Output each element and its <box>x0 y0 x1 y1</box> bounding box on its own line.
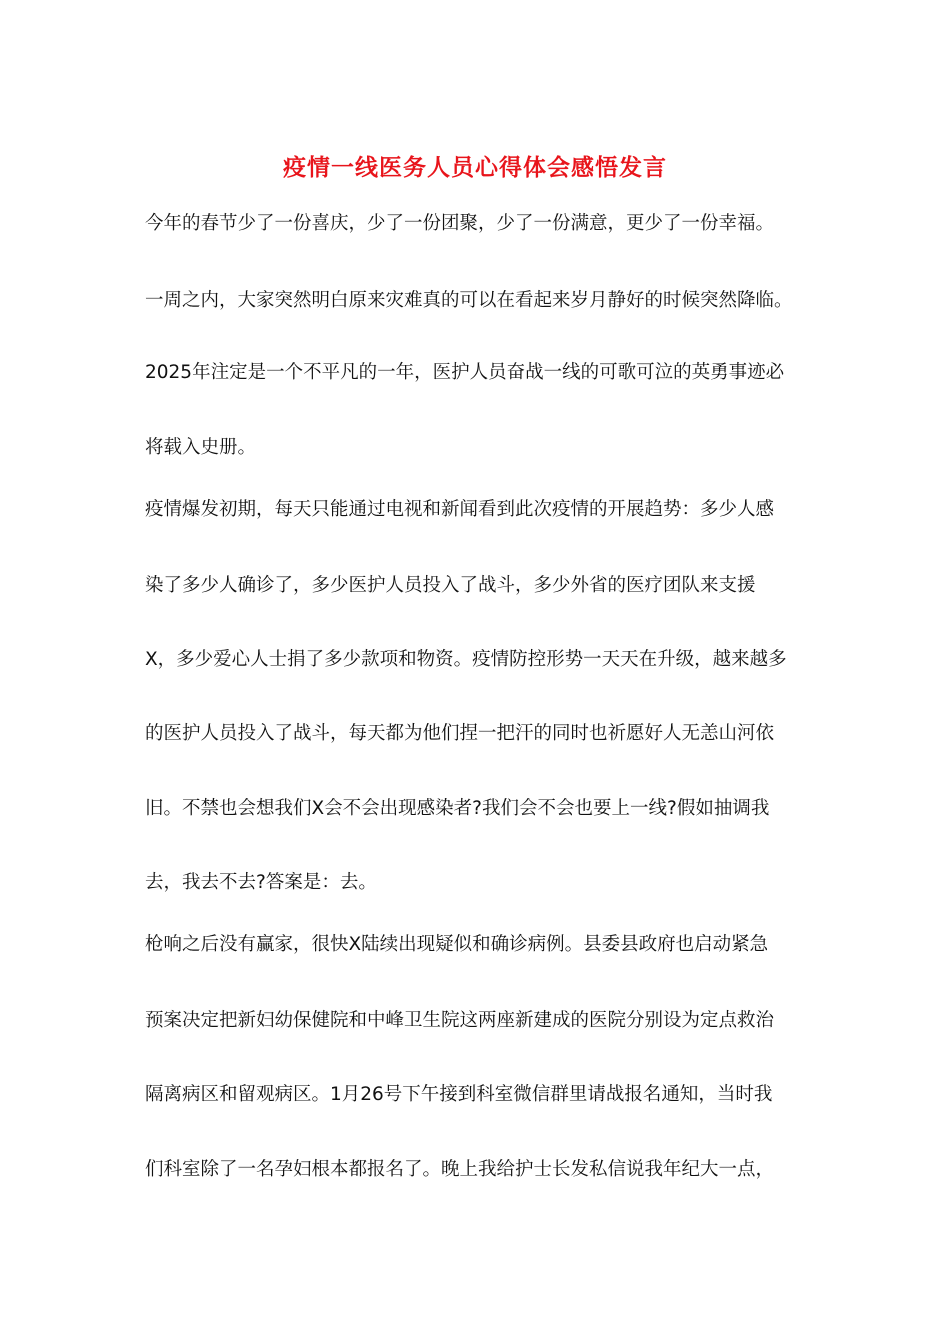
paragraph-line: 疫情爆发初期，每天只能通过电视和新闻看到此次疫情的开展趋势：多少人感 <box>145 499 775 520</box>
document-title: 疫情一线医务人员心得体会感悟发言 <box>283 154 667 181</box>
paragraph-line: 去，我去不去?答案是：去。 <box>145 872 377 893</box>
paragraph-line: 染了多少人确诊了，多少医护人员投入了战斗，多少外省的医疗团队来支援 <box>145 575 756 596</box>
paragraph-line: 旧。不禁也会想我们X会不会出现感染者?我们会不会也要上一线?假如抽调我 <box>145 798 770 819</box>
paragraph-line: 们科室除了一名孕妇根本都报名了。晚上我给护士长发私信说我年纪大一点， <box>145 1159 775 1180</box>
paragraph-line: 枪响之后没有赢家，很快X陆续出现疑似和确诊病例。县委县政府也启动紧急 <box>145 934 769 955</box>
paragraph-line: 预案决定把新妇幼保健院和中峰卫生院这两座新建成的医院分别设为定点救治 <box>145 1010 775 1031</box>
paragraph-line: 隔离病区和留观病区。1月26号下午接到科室微信群里请战报名通知，当时我 <box>145 1084 773 1105</box>
paragraph-line: X，多少爱心人士捐了多少款项和物资。疫情防控形势一天天在升级，越来越多 <box>145 649 787 670</box>
paragraph-line: 一周之内，大家突然明白原来灾难真的可以在看起来岁月静好的时候突然降临。 <box>145 290 793 311</box>
paragraph-line: 的医护人员投入了战斗，每天都为他们捏一把汗的同时也祈愿好人无恙山河依 <box>145 723 775 744</box>
paragraph-line: 今年的春节少了一份喜庆，少了一份团聚，少了一份满意，更少了一份幸福。 <box>145 213 775 234</box>
paragraph-line: 2025年注定是一个不平凡的一年，医护人员奋战一线的可歌可泣的英勇事迹必 <box>145 362 785 383</box>
paragraph-line: 将载入史册。 <box>145 437 257 458</box>
